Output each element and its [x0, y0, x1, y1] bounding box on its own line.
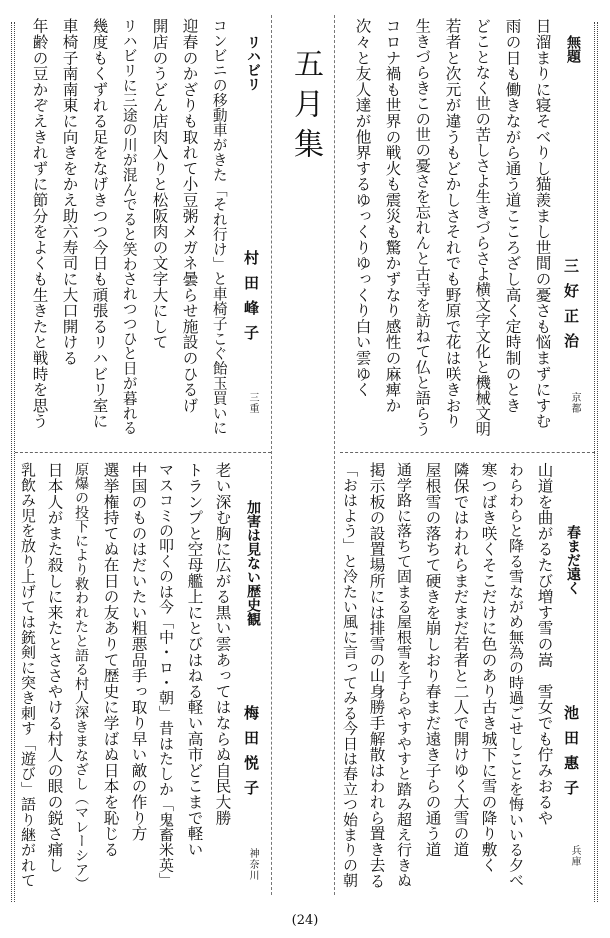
poem-line: 原爆の投下により救われたと語る村人深きまなざし（マレーシア） [73, 462, 90, 891]
poem-line: マスコミの叩くのは今「中・ロ・朝」昔はたしか「鬼畜米英」 [157, 462, 175, 888]
poem-author: 三好正治 [562, 258, 580, 358]
collection-title: 五月集 [288, 48, 323, 168]
poem-line: 「おはよう」と冷たい風に言ってみる今日は春立つ始まりの朝 [341, 462, 359, 888]
poem-line: コンビニの移動車がきた「それ行け」と車椅子こぐ飴玉買いに [210, 18, 228, 436]
poem-line: 屋根雪の落ちて硬きを崩しおり春まだ遠き子らの通う道 [423, 462, 442, 857]
poem-title: 春まだ遠く [565, 525, 581, 595]
poem-author: 村田峰子 [242, 250, 260, 350]
poem-line: 雨の日も働きながら通う道こころざし高く定時制のとき [503, 18, 522, 413]
poem-line: コロナ禍も世界の戦火も震災も驚かずなり感性の麻痺か [383, 18, 402, 413]
poem-line: 掲示板の設置場所には排雪の山身勝手解散はわれら置き去る [367, 462, 386, 889]
poem-line: 日溜まりに寝そべりし猫羨まし世間の憂さも悩まずにすむ [533, 18, 552, 429]
section-divider-left [15, 452, 271, 453]
poem-line: トランプと空母艦上にとびはねる軽い高市どこまで軽い [185, 462, 204, 857]
poem-author-place: 三重 [247, 392, 258, 414]
frame-border-left [14, 22, 16, 902]
frame-border-right [594, 22, 596, 902]
poem-line: わらわらと降る雪ながめ無為の時過ごせしことを悔いいる夕べ [507, 462, 525, 888]
poem-line: 迎春のかざりも取れて小豆粥メガネ曇らせ施設のひるげ [180, 18, 199, 413]
poem-line: 寒つばき咲くそこだけに色のあり古き城下に雪の降り敷く [479, 462, 498, 873]
poem-title: 加害は見ない歴史観 [245, 500, 261, 626]
poem-line: 生きづらきこの世の憂さを忘れんと古寺を訪ねて仏と語らう [413, 18, 432, 437]
poem-author-place: 兵庫 [569, 845, 580, 867]
poem-title: リハビリ [245, 35, 261, 91]
poem-line: リハビリに三途の川が混んでると笑わされつつひと日が暮れる [120, 18, 138, 436]
frame-border-left-outer [11, 22, 13, 902]
poem-title: 無題 [565, 35, 581, 63]
section-divider-right [340, 452, 595, 453]
poem-line: 開店のうどん店肉入りと松阪肉の文字大にして [150, 18, 169, 350]
poem-author: 池田惠子 [562, 705, 580, 805]
poem-line: どことなく世の苦しさよ生きづらさよ横文字文化と機械文明 [473, 18, 492, 437]
poem-line: 山道を曲がるたび増す雪の嵩 雪女でも佇みおるや [535, 462, 554, 826]
page-number: (24) [291, 913, 319, 928]
poem-line: 日本人がまた殺しに来たとささやける村人の眼の鋭さ痛し [45, 462, 64, 873]
poem-author-place: 神奈川 [247, 848, 258, 881]
poem-line: 年齢の豆かぞえきれずに節分をよくも生きたと戦時を思う [30, 18, 49, 429]
poem-author-place: 京都 [569, 392, 580, 414]
poem-line: 通学路に落ちて固まる屋根雪を子らやすやすと踏み超え行きぬ [395, 462, 413, 888]
poem-line: 幾度もくずれる足をなげきつつ今日も頑張るリハビリ室に [90, 18, 109, 429]
frame-border-right-outer [597, 22, 599, 902]
poem-author: 梅田悦子 [242, 705, 260, 805]
poem-line: 老い深む胸に広がる黒い雲あってはならぬ自民大勝 [213, 462, 232, 826]
poem-line: 車椅子南南東に向きをかえ助六寿司に大口開ける [60, 18, 79, 366]
poem-line: 隣保ではわれらまだまだ若者と二人で開けゆく大雪の道 [451, 462, 470, 857]
poem-line: 若者と次元が違うもどかしさそれでも野原で花は咲きおり [443, 18, 462, 429]
poem-line: 中国のものはだいたい粗悪品手っ取り早い敵の作り方 [129, 462, 148, 842]
poem-line: 選挙権持てぬ在日の友ありて歴史に学ばぬ日本を恥じる [101, 462, 120, 857]
poem-line: 次々と友人達が他界するゆっくりゆっくり白い雲ゆく [353, 18, 372, 398]
poem-line: 乳飲み児を放り上げては銃剣に突き刺す「遊び」語り継がれて [19, 462, 37, 888]
